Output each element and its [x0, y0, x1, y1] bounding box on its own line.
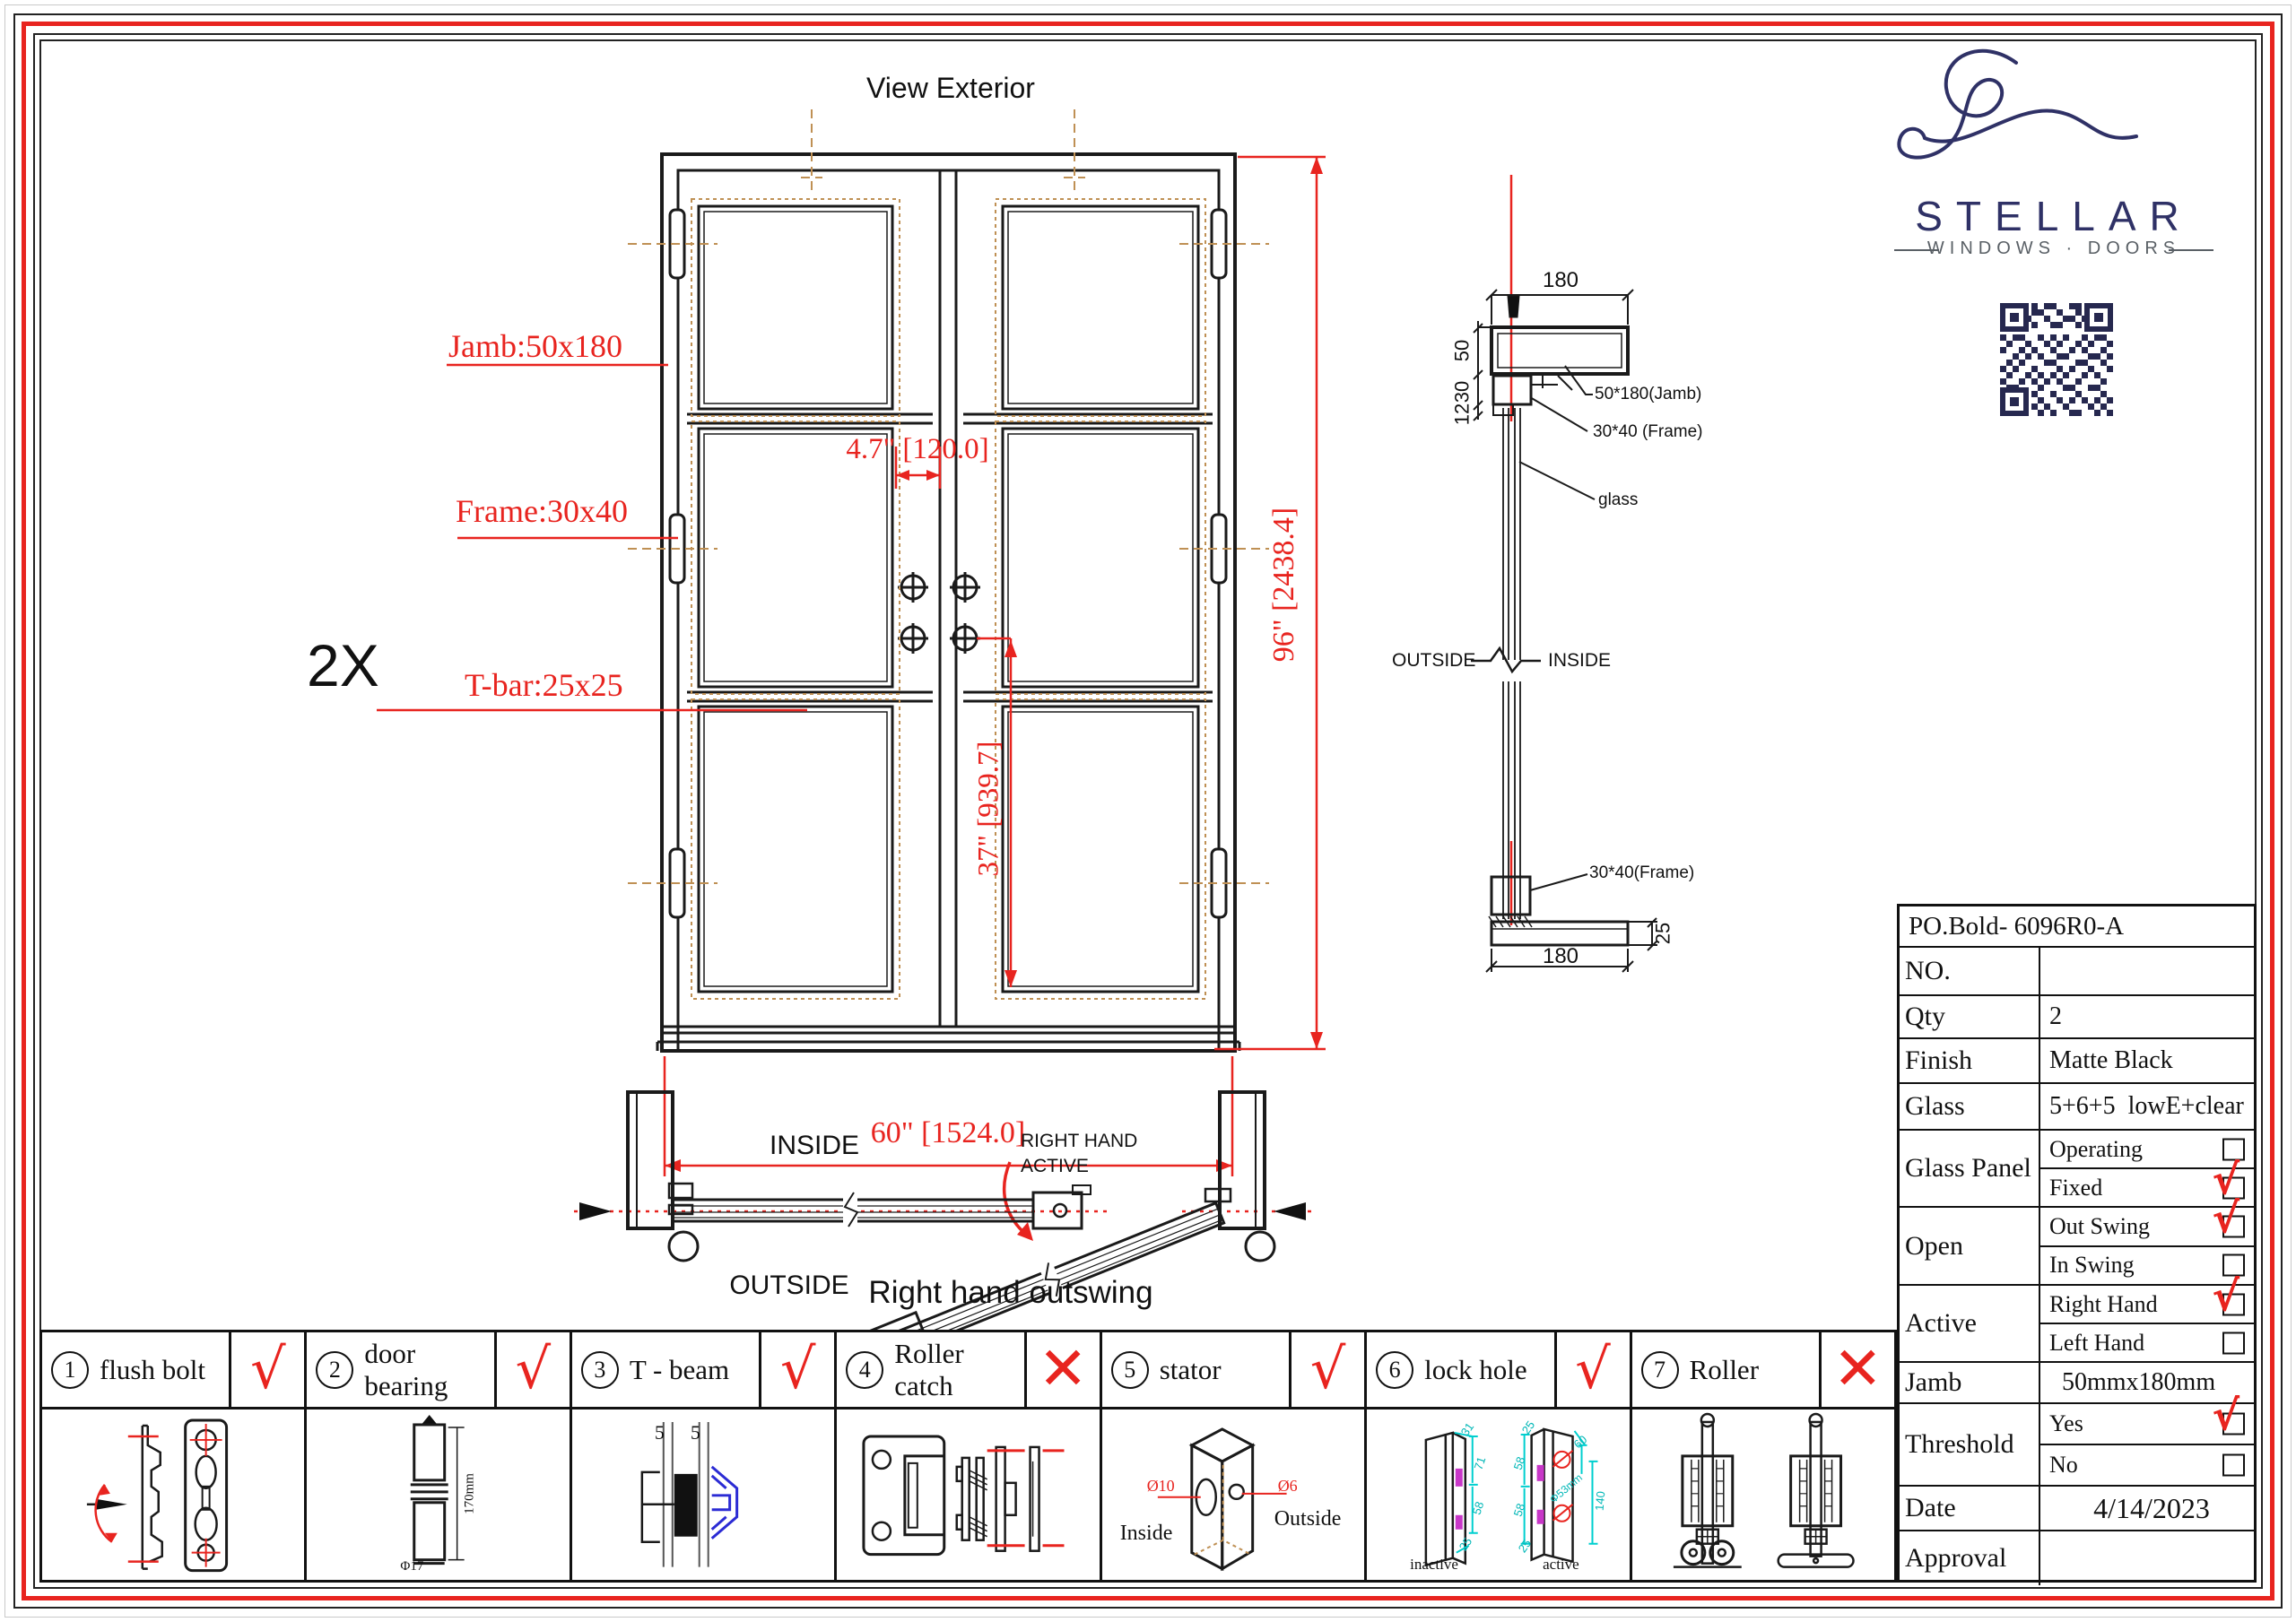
bearing-dia-dim: Φ17: [400, 1559, 424, 1574]
table-row: [1900, 1487, 2254, 1531]
dim-gap: 4.7" [120.0]: [846, 433, 989, 465]
option-operating: Operating: [2040, 1131, 2254, 1169]
row-value: Matte Black: [2049, 1046, 2173, 1074]
row-label: Active: [1900, 1286, 2040, 1361]
brand-name: STELLAR: [1915, 193, 2193, 239]
roller-catch-drawing: [837, 1409, 1099, 1580]
option-fixed: Fixed √: [2040, 1169, 2254, 1206]
roller-drawing: [1632, 1409, 1894, 1580]
detail-box-door-bearing: [304, 1330, 571, 1583]
po-number: PO.Bold- 6096R0-A: [1909, 911, 2125, 941]
qr-code-icon: [2000, 303, 2113, 416]
section-inside-label: INSIDE: [1548, 650, 1612, 671]
section-glass-callout: glass: [1598, 490, 1639, 509]
inactive-label: inactive: [1410, 1556, 1458, 1573]
row-label: Threshold: [1900, 1404, 2040, 1485]
frame-label: Frame:30x40: [456, 493, 628, 529]
plan-inside-label: INSIDE: [769, 1131, 860, 1160]
door-elevation: [657, 154, 1239, 1051]
row-value: [2040, 948, 2254, 994]
detail-label: flush bolt: [100, 1353, 205, 1385]
status-cell: [1289, 1332, 1364, 1407]
dim: 140: [1592, 1490, 1608, 1512]
page-title: View Exterior: [866, 72, 1035, 104]
detail-box-flush-bolt: [39, 1330, 307, 1583]
detail-box-t-beam: [570, 1330, 837, 1583]
checkbox-checked: [2212, 1391, 2245, 1440]
row-label: Glass: [1900, 1084, 2040, 1129]
checkbox-checked: [2212, 1193, 2245, 1243]
glass-dim-right: 5: [690, 1421, 700, 1444]
right-leaf-glass: [1003, 206, 1198, 992]
option-no: No: [2040, 1445, 2254, 1485]
detail-label: lock hole: [1424, 1353, 1527, 1385]
detail-label: stator: [1159, 1353, 1222, 1385]
check-icon: √: [2212, 1391, 2239, 1440]
brand-tagline: WINDOWS · DOORS: [1926, 239, 2181, 258]
dim: 71: [1471, 1454, 1489, 1472]
table-row: [1900, 1039, 2254, 1084]
detail-label: T - beam: [629, 1353, 730, 1385]
section-dim-top: 180: [1542, 268, 1579, 292]
row-label: Finish: [1900, 1039, 2040, 1082]
section-dim-gap: 12: [1450, 403, 1474, 426]
check-icon: √: [250, 1335, 286, 1401]
dim: 25: [1456, 1534, 1475, 1554]
detail-label: door bearing: [364, 1337, 448, 1401]
plan-outside-label: OUTSIDE: [729, 1271, 849, 1300]
check-icon: √: [2212, 1271, 2239, 1320]
status-cell: [759, 1332, 834, 1407]
dim: 58: [1469, 1499, 1487, 1517]
checkbox-checked: [2212, 1271, 2245, 1320]
table-row-active: [1900, 1271, 2254, 1363]
logo-flourish-icon: [1899, 51, 2136, 158]
option-left-hand: Left Hand: [2040, 1324, 2254, 1361]
section-frame-bottom-callout: 30*40(Frame): [1589, 863, 1695, 882]
table-row-open: [1900, 1193, 2254, 1286]
dim: 31: [1457, 1419, 1477, 1439]
detail-number: 7: [1641, 1351, 1679, 1389]
lock-hole-drawing: [1367, 1409, 1629, 1580]
detail-label: Roller: [1689, 1353, 1760, 1385]
row-label: Approval: [1900, 1531, 2040, 1585]
check-icon: √: [2212, 1155, 2239, 1203]
check-icon: √: [1575, 1335, 1611, 1401]
detail-number: 6: [1376, 1351, 1413, 1389]
option-out-swing: Out Swing √: [2040, 1208, 2254, 1247]
table-row: [1900, 1363, 2254, 1404]
dim: 60: [1570, 1432, 1590, 1452]
check-icon: √: [1309, 1335, 1346, 1401]
option-right-hand: Right Hand √: [2040, 1286, 2254, 1324]
status-cell: [1554, 1332, 1630, 1407]
detail-box-stator: [1100, 1330, 1367, 1583]
checkbox: [2222, 1331, 2245, 1354]
stator-inside-label: Inside: [1119, 1522, 1173, 1545]
section-jamb-callout: 50*180(Jamb): [1595, 385, 1702, 403]
section-dim-frame-depth: 30: [1450, 380, 1474, 403]
centerlines: [628, 109, 1269, 999]
dim: 25: [1515, 1536, 1535, 1556]
status-cell: [229, 1332, 304, 1407]
section-frame-callout: 30*40 (Frame): [1593, 422, 1703, 441]
dim: 58: [1510, 1454, 1528, 1472]
table-row-glass-panel: [1900, 1131, 2254, 1208]
row-value: 4/14/2023: [2093, 1491, 2210, 1524]
table-row: [1900, 1084, 2254, 1131]
section-dim-bottom: 180: [1542, 944, 1579, 968]
glass-dim-left: 5: [654, 1421, 665, 1444]
tbar-label: T-bar:25x25: [465, 667, 623, 703]
dim-height: 96" [2438.4]: [1267, 507, 1301, 663]
dim: 58: [1510, 1501, 1528, 1519]
status-cell: [1024, 1332, 1100, 1407]
dim: Φ53mm: [1547, 1470, 1586, 1506]
hardware-detail-strip: [39, 1330, 1897, 1583]
table-row: [1900, 996, 2254, 1039]
section-leaders: [1519, 366, 1595, 890]
cross-icon: ✕: [1832, 1333, 1883, 1403]
status-cell: [494, 1332, 570, 1407]
section-dim-jamb-depth: 50: [1450, 339, 1474, 362]
active-note-line2: ACTIVE: [1021, 1156, 1089, 1176]
detail-box-roller-catch: [834, 1330, 1101, 1583]
spec-table: [1897, 904, 2257, 1583]
stator-hole-dim-outside: Ø6: [1277, 1477, 1298, 1495]
option-yes: Yes √: [2040, 1404, 2254, 1445]
jamb-label: Jamb:50x180: [448, 328, 622, 364]
row-label: Date: [1900, 1487, 2040, 1530]
door-bearing-drawing: [307, 1409, 569, 1580]
table-row: [1900, 1531, 2254, 1585]
stator-hole-dim-inside: Ø10: [1146, 1477, 1175, 1495]
detail-box-lock-hole: [1364, 1330, 1631, 1583]
detail-label: Roller catch: [894, 1337, 964, 1401]
row-value: 2: [2049, 1002, 2062, 1030]
stator-outside-label: Outside: [1274, 1507, 1342, 1531]
left-leaf-glass: [699, 206, 892, 992]
detail-box-roller: [1630, 1330, 1897, 1583]
checkbox: [2222, 1454, 2245, 1477]
detail-number: 5: [1111, 1351, 1149, 1389]
t-beam-drawing: [572, 1409, 834, 1580]
flush-bolt-drawing: [42, 1409, 304, 1580]
row-label: Jamb: [1900, 1363, 2040, 1402]
active-label: active: [1543, 1556, 1579, 1573]
hinges: [670, 210, 1226, 917]
detail-number: 3: [581, 1351, 619, 1389]
table-row: [1900, 948, 2254, 996]
section-dim-threshold: 25: [1651, 922, 1674, 945]
row-label: Glass Panel: [1900, 1131, 2040, 1206]
quantity-marker: 2X: [307, 632, 379, 698]
detail-number: 1: [51, 1351, 89, 1389]
table-row-po: [1900, 906, 2254, 948]
row-value: [2040, 1531, 2254, 1585]
table-row-threshold: [1900, 1391, 2254, 1487]
check-icon: √: [515, 1335, 552, 1401]
row-label: Qty: [1900, 996, 2040, 1037]
dim-handle: 37" [939.7]: [972, 741, 1005, 877]
status-cell: [1819, 1332, 1894, 1407]
check-icon: √: [2212, 1193, 2239, 1243]
row-value: 5+6+5 lowE+clear: [2049, 1092, 2244, 1120]
option-in-swing: In Swing: [2040, 1247, 2254, 1285]
detail-number: 4: [846, 1351, 883, 1389]
cross-icon: ✕: [1038, 1333, 1088, 1403]
row-label: NO.: [1900, 948, 2040, 994]
detail-number: 2: [316, 1351, 353, 1389]
active-note-line1: RIGHT HAND: [1021, 1131, 1138, 1151]
row-label: Open: [1900, 1208, 2040, 1284]
row-value: 50mmx180mm: [2062, 1368, 2216, 1396]
dim: 25: [1518, 1418, 1538, 1437]
dim-width: 60" [1524.0]: [870, 1116, 1026, 1149]
bearing-length-dim: 170mm: [462, 1473, 477, 1514]
stator-drawing: [1102, 1409, 1364, 1580]
section-outside-label: OUTSIDE: [1392, 650, 1476, 671]
check-icon: √: [780, 1335, 816, 1401]
plan-caption: Right hand outswing: [868, 1275, 1153, 1310]
